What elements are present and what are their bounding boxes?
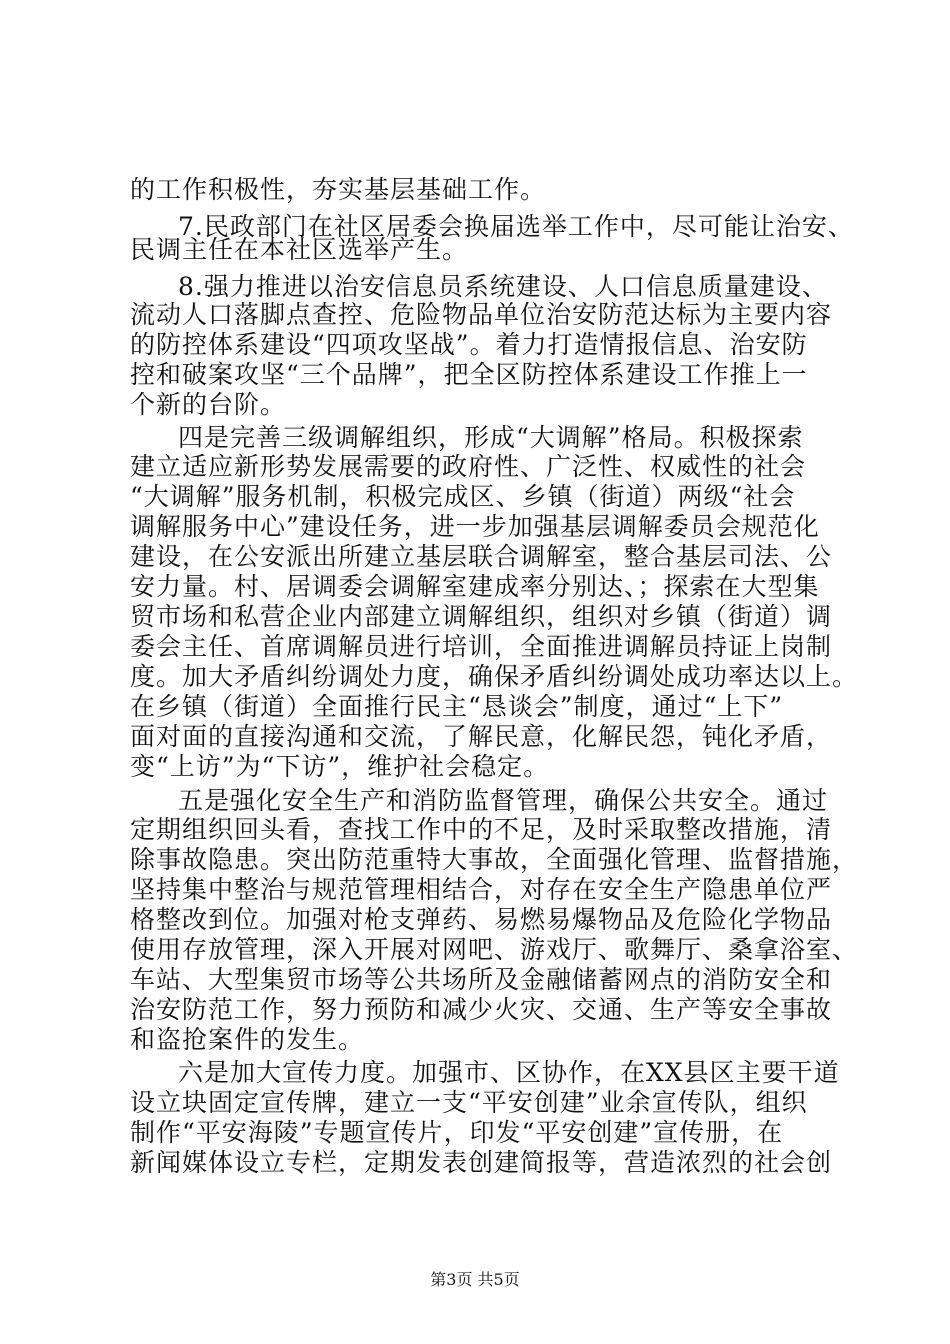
text-line-21: 五是强化安全生产和消防监督管理，确保公共安全。通过 xyxy=(178,786,829,815)
text-line-31: 设立块固定宣传牌，建立一支“平安创建”业余宣传队，组织 xyxy=(130,1088,808,1117)
text-line-8: 个新的台阶。 xyxy=(130,390,287,419)
text-line-29: 和盗抢案件的发生。 xyxy=(130,1025,365,1054)
page-footer xyxy=(0,1270,950,1290)
text-line-17: 度。加大矛盾纠纷调处力度，确保矛盾纠纷调处成功率达以上。 xyxy=(130,662,859,691)
text-line-13: 建设，在公安派出所建立基层联合调解室，整合基层司法、公 xyxy=(130,542,833,571)
text-line-10: 建立适应新形势发展需要的政府性、广泛性、权威性的社会 xyxy=(130,452,807,481)
text-line-16: 委会主任、首席调解员进行培训，全面推进调解员持证上岗制 xyxy=(130,632,833,661)
text-line-25: 格整改到位。加强对枪支弹药、易燃易爆物品及危险化学物品 xyxy=(130,905,833,934)
text-line-24: 坚持集中整治与规范管理相结合，对存在安全生产隐患单位严 xyxy=(130,875,833,904)
text-line-7: 控和破案攻坚“三个品牌”，把全区防控体系建设工作推上一 xyxy=(130,360,808,389)
text-line-19: 面对面的直接沟通和交流，了解民意，化解民怨，钝化矛盾， xyxy=(130,722,833,751)
text-line-18: 在乡镇（街道）全面推行民主“恳谈会”制度，通过“上下” xyxy=(130,692,784,721)
text-line-1: 的工作积极性，夯实基层基础工作。 xyxy=(130,175,547,204)
text-line-11: “大调解”服务机制，积极完成区、乡镇（街道）两级“社会 xyxy=(130,482,796,511)
text-line-22: 定期组织回头看，查找工作中的不足，及时采取整改措施，清 xyxy=(130,815,833,844)
text-line-2: 7.民政部门在社区居委会换届选举工作中，尽可能让治安、 xyxy=(178,212,854,241)
text-line-27: 车站、大型集贸市场等公共场所及金融储蓄网点的消防安全和 xyxy=(130,965,833,994)
text-line-3: 民调主任在本社区选举产生。 xyxy=(130,235,469,264)
text-line-30: 六是加大宣传力度。加强市、区协作，在XX县区主要干道 xyxy=(178,1058,840,1087)
text-line-23: 除事故隐患。突出防范重特大事故，全面强化管理、监督措施， xyxy=(130,845,859,874)
text-line-15: 贸市场和私营企业内部建立调解组织，组织对乡镇（街道）调 xyxy=(130,602,833,631)
text-line-5: 流动人口落脚点查控、危险物品单位治安防范达标为主要内容 xyxy=(130,300,833,329)
text-line-28: 治安防范工作，努力预防和减少火灾、交通、生产等安全事故 xyxy=(130,995,833,1024)
text-line-26: 使用存放管理，深入开展对网吧、游戏厅、歌舞厅、桑拿浴室、 xyxy=(130,935,859,964)
text-line-12: 调解服务中心”建设任务，进一步加强基层调解委员会规范化 xyxy=(130,512,820,541)
text-line-14: 安力量。村、居调委会调解室建成率分别达、；探索在大型集 xyxy=(130,572,820,601)
text-line-20: 变“上访”为“下访”，维护社会稳定。 xyxy=(130,752,550,781)
text-line-33: 新闻媒体设立专栏，定期发表创建简报等，营造浓烈的社会创 xyxy=(130,1148,833,1177)
text-line-9: 四是完善三级调解组织，形成“大调解”格局。积极探索 xyxy=(178,423,804,452)
text-line-4: 8.强力推进以治安信息员系统建设、人口信息质量建设、 xyxy=(178,272,828,301)
text-line-6: 的防控体系建设“四项攻坚战”。着力打造情报信息、治安防 xyxy=(130,330,808,359)
page-number-label: 第3页 共5页 xyxy=(430,1270,520,1289)
text-line-32: 制作“平安海陵”专题宣传片，印发“平安创建”宣传册，在 xyxy=(130,1118,784,1147)
